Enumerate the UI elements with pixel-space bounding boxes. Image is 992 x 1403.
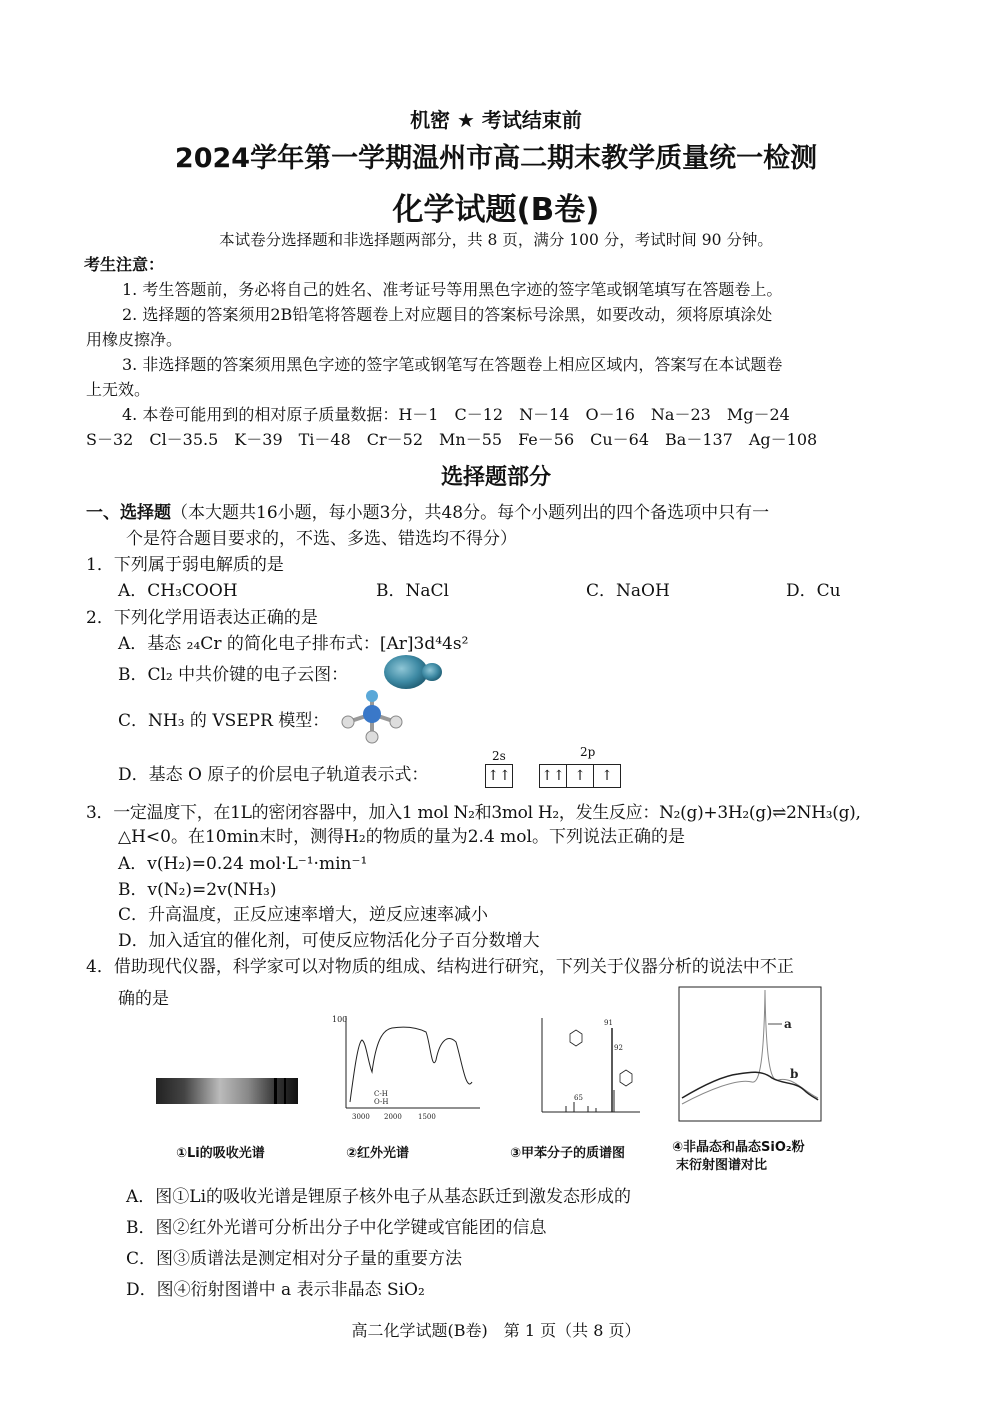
orbital-box: ↑ — [567, 764, 594, 788]
part1-description: （本大题共16小题，每小题3分，共48分。每个小题列出的四个备选项中只有一 — [171, 503, 770, 523]
q1-option-b: B．NaCl — [376, 581, 449, 601]
note-4a: 4. 本卷可能用到的相对原子质量数据：H－1 C－12 N－14 O－16 Na－23 Mg－24 — [122, 405, 790, 424]
exam-intro: 本试卷分选择题和非选择题两部分，共 8 页，满分 100 分，考试时间 90 分钟。 — [219, 231, 773, 249]
q3-option-b: B．v(N₂)=2v(NH₃) — [118, 880, 277, 900]
orbital-box: ↑↑ — [539, 764, 567, 788]
notes-heading: 考生注意： — [84, 255, 165, 274]
fig4-caption: ④非晶态和晶态SiO₂粉 — [672, 1140, 805, 1155]
fig3-caption: ③甲苯分子的质谱图 — [510, 1146, 626, 1161]
part1-label: 一、选择题 — [86, 503, 171, 523]
page-footer: 高二化学试题(B卷) 第 1 页（共 8 页） — [351, 1321, 641, 1340]
q1-option-a: A．CH₃COOH — [118, 581, 238, 601]
mass-spectrum-image — [526, 1014, 644, 1132]
part1-description-cont: 个是符合题目要求的，不选、多选、错选均不得分） — [126, 529, 517, 549]
note-3a: 3. 非选择题的答案须用黑色字迹的签字笔或钢笔写在答题卷上相应区域内，答案写在本试题卷 — [122, 355, 783, 374]
q2-option-b: B．Cl₂ 中共价键的电子云图： — [118, 665, 349, 685]
fig2-caption: ②红外光谱 — [346, 1146, 410, 1161]
section-title: 选择题部分 — [440, 465, 551, 490]
q4-option-d: D．图④衍射图谱中 a 表示非晶态 SiO₂ — [126, 1280, 425, 1300]
fig4-caption-cont: 末衍射图谱对比 — [676, 1158, 768, 1173]
nh3-vsepr-model-image — [338, 688, 404, 744]
ir-x-tick: 1500 — [418, 1113, 436, 1121]
q4-stem-cont: 确的是 — [118, 989, 169, 1009]
xrd-label-a: a — [784, 1017, 792, 1031]
q1-option-c: C．NaOH — [586, 581, 670, 601]
li-absorption-spectrum-image — [156, 1078, 298, 1104]
ms-peak-label: 92 — [614, 1044, 623, 1052]
q2-stem: 2．下列化学用语表达正确的是 — [86, 608, 318, 628]
note-4b: S－32 Cl－35.5 K－39 Ti－48 Cr－52 Mn－55 Fe－56 Cu－64 Ba－137 Ag－108 — [86, 430, 818, 449]
orbital-2s-label: 2s — [492, 749, 506, 763]
q1-stem: 1．下列属于弱电解质的是 — [86, 555, 284, 575]
note-1: 1. 考生答题前，务必将自己的姓名、准考证号等用黑色字迹的签字笔或钢笔填写在答题卷上。 — [122, 280, 783, 299]
xrd-label-b: b — [790, 1067, 799, 1081]
note-3b: 上无效。 — [86, 380, 151, 399]
q2-option-d: D．基态 O 原子的价层电子轨道表示式： — [118, 765, 429, 785]
q3-stem-cont: △H<0。在10min末时，测得H₂的物质的量为2.4 mol。下列说法正确的是 — [118, 827, 685, 847]
ir-peak-label: C-H — [374, 1090, 388, 1098]
fig1-caption: ①Li的吸收光谱 — [176, 1146, 265, 1161]
q4-stem: 4．借助现代仪器，科学家可以对物质的组成、结构进行研究，下列关于仪器分析的说法中不正 — [86, 957, 794, 977]
q4-option-b: B．图②红外光谱可分析出分子中化学键或官能团的信息 — [126, 1218, 547, 1238]
note-2a: 2. 选择题的答案须用2B铅笔将答题卷上对应题目的答案标号涂黑，如要改动，须将原填涂处 — [122, 305, 773, 324]
q4-option-a: A．图①Li的吸收光谱是锂原子核外电子从基态跃迁到激发态形成的 — [126, 1187, 632, 1207]
q3-option-a: A．v(H₂)=0.24 mol·L⁻¹·min⁻¹ — [118, 854, 368, 874]
orbital-2p-boxes — [539, 764, 621, 788]
electron-cloud-image — [382, 650, 444, 692]
xrd-pattern-image — [678, 986, 822, 1122]
ms-peak-label: 65 — [574, 1094, 583, 1102]
q4-option-c: C．图③质谱法是测定相对分子量的重要方法 — [126, 1249, 463, 1269]
exam-subtitle: 化学试题(B卷) — [392, 192, 600, 228]
ms-peak-label: 91 — [604, 1019, 613, 1027]
orbital-2s-box — [485, 764, 513, 788]
q3-stem: 3．一定温度下，在1L的密闭容器中，加入1 mol N₂和3mol H₂，发生反应：N₂(g)+3H₂(g)⇌2NH₃(g), — [86, 803, 861, 823]
orbital-box: ↑ — [594, 764, 621, 788]
ir-x-tick: 3000 — [352, 1113, 370, 1121]
ir-peak-label: O-H — [374, 1098, 389, 1106]
ir-spectrum-image — [322, 1012, 484, 1130]
ir-x-tick: 2000 — [384, 1113, 402, 1121]
ir-y-max-label: 100 — [332, 1015, 348, 1024]
confidential-label: 机密 ★ 考试结束前 — [410, 108, 582, 132]
q2-option-c: C．NH₃ 的 VSEPR 模型： — [118, 711, 330, 731]
q3-option-d: D．加入适宜的催化剂，可使反应物活化分子百分数增大 — [118, 931, 540, 951]
note-2b: 用橡皮擦净。 — [86, 330, 183, 349]
exam-title: 2024学年第一学期温州市高二期末教学质量统一检测 — [174, 143, 818, 174]
orbital-box: ↑↑ — [485, 764, 513, 788]
q1-option-d: D．Cu — [786, 581, 841, 601]
q2-option-a: A．基态 ₂₄Cr 的简化电子排布式：[Ar]3d⁴4s² — [118, 634, 469, 654]
q3-option-c: C．升高温度，正反应速率增大，逆反应速率减小 — [118, 905, 489, 925]
orbital-2p-label: 2p — [580, 745, 596, 759]
